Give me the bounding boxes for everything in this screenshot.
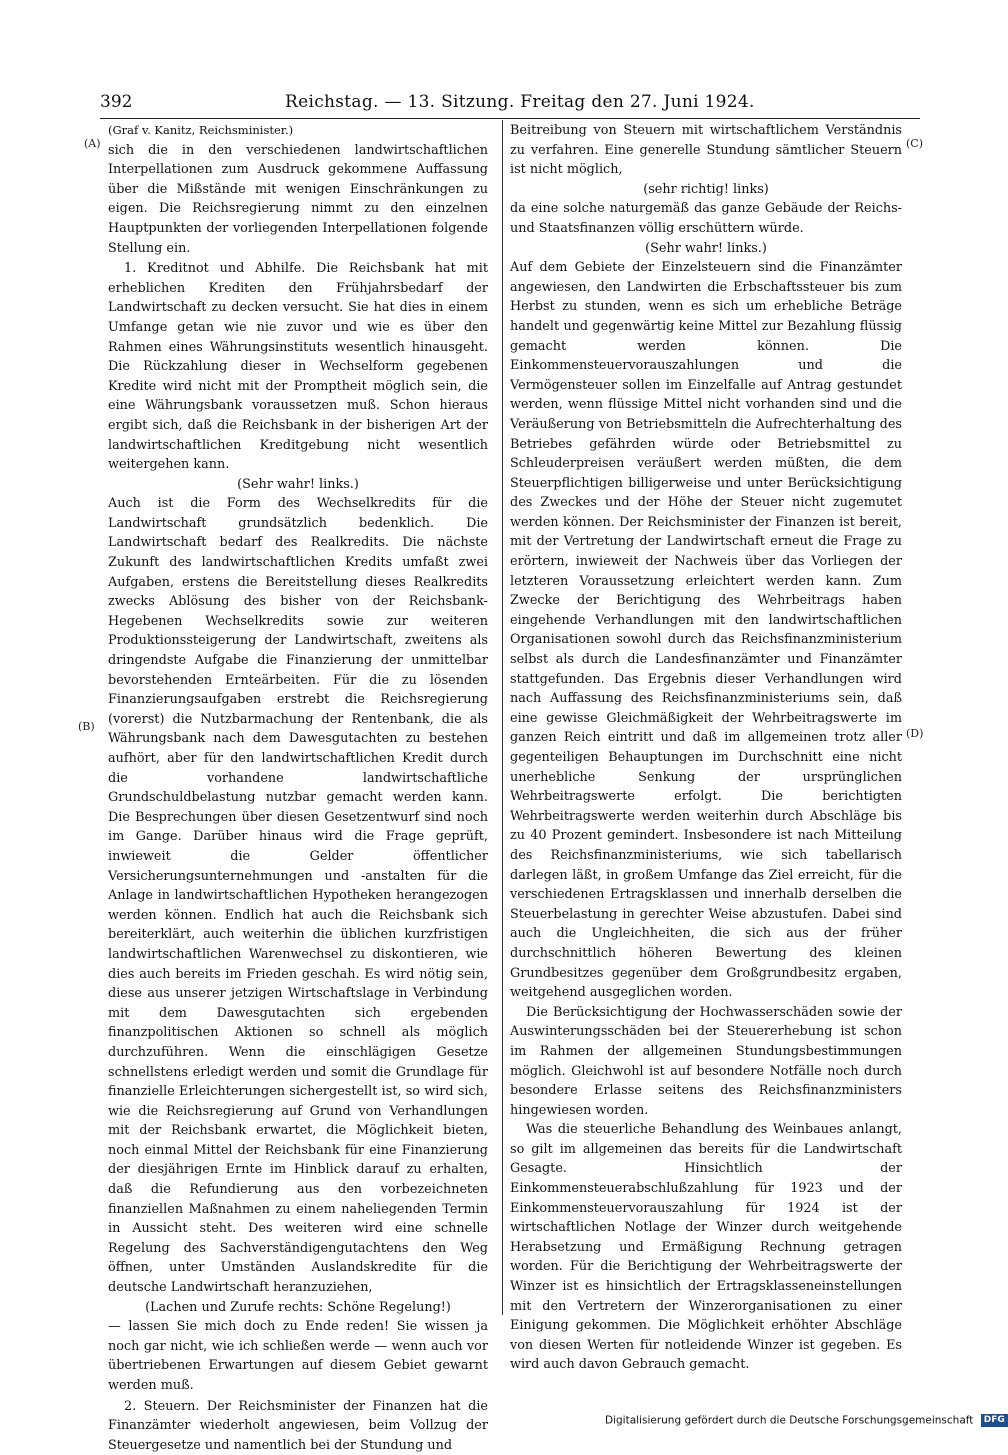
left-column bbox=[108, 121, 488, 1455]
paragraph-steuern: 2. Steuern. Der Reichsminister der Finanzen hat die Finanzämter wiederholt angewiesen, beim Vollzug der Steuergesetze und namentlich bei der Stundung und bbox=[108, 1398, 488, 1453]
margin-mark-c: (C) bbox=[906, 137, 923, 150]
paragraph: Die Berücksichtigung der Hochwasserschäden sowie der Auswinterungsschäden bei der Steuererhebung ist schon im Rahmen der allgemeinen Stundungsbestimmungen möglich. Gleichwohl ist auf besondere Notfälle noch durch besondere Erlasse seitens des Reichsfinanzministers hingewiesen worden. bbox=[510, 1004, 902, 1118]
dfg-logo-icon: DFG bbox=[981, 1414, 1008, 1427]
footer-text: Digitalisierung gefördert durch die Deutsche Forschungsgemeinschaft bbox=[605, 1414, 974, 1427]
interjection: (Sehr wahr! links.) bbox=[645, 240, 767, 256]
interjection: (Lachen und Zurufe rechts: Schöne Regelung!) bbox=[145, 1299, 451, 1315]
column-divider bbox=[502, 120, 503, 1315]
paragraph: da eine solche naturgemäß das ganze Gebäude der Reichs- und Staatsfinanzen völlig erschüttern würde. bbox=[510, 201, 902, 236]
paragraph: Auch ist die Form des Wechselkredits für die Landwirtschaft grundsätzlich bedenklich. Die Landwirtschaft bedarf des Realkredits. Die nächste Zukunft des landwirtschaftlichen Kredits umfaßt zwei Aufgaben, erstens die Bereitstellung dieses Realkredits zwecks Ablösung des bisher von der Reichsbank-Hegebenen Wechselkredits sowie zur weiteren Produktionssteigerung der Landwirtschaft, zweitens als dringendste Aufgabe die Finanzierung der unmittelbar bevorstehenden Ernteärbeiten. Für die zu lösenden Finanzierungsaufgaben erstrebt die Reichsregierung (vorerst) die Nutzbarmachung der Rentenbank, die als Währungsbank nach dem Dawesgutachten zu bestehen aufhört, aber für den landwirtschaftlichen Kredit durch die vorhandene landwirtschaftliche Grundschuldbelastung nutzbar gemacht werden kann. Die Besprechungen über diesen Gesetzentwurf sind noch im Gange. Darüber hinaus wird die Frage geprüft, inwieweit die Gelder öffentlicher Versicherungsunternehmungen und -anstalten für die Anlage in landwirtschaftlichen Hypotheken herangezogen werden können. Endlich hat auch die Reichsbank sich bereiterklärt, auch weiterhin die üblichen kurzfristigen landwirtschaftlichen Warenwechsel zu diskontieren, wie dies auch bereits im Frieden geschah. Es wird nötig sein, diese aus unserer jetzigen Wirtschaftslage in Verbindung mit dem Dawesgutachten sich ergebenden finanzpolitischen Aktionen so schnell als möglich durchzuführen. Wenn die einschlägigen Gesetze schnellstens erledigt werden und somit die Grundlage für finanzielle Erleichterungen sichergestellt ist, so wird sich, wie die Reichsregierung auf Grund von Verhandlungen mit der Reichsbank erwartet, die Möglichkeit bieten, noch einmal Mittel der Reichsbank für eine Finanzierung der diesjährigen Ernte im Hinblick darauf zu erhalten, daß die Refundierung aus den vorbezeichneten finanziellen Maßnahmen zu einem naheliegenden Termin in Aussicht steht. Des weiteren wird eine schnelle Regelung des Sachverständigengutachtens den Weg öffnen, unter Umständen Auslandskredite für die deutsche Landwirtschaft heranzuziehen, bbox=[108, 496, 488, 1296]
margin-mark-b: (B) bbox=[78, 720, 95, 733]
header-rule bbox=[100, 118, 920, 119]
paragraph-kreditnot: 1. Kreditnot und Abhilfe. Die Reichsbank hat mit erheblichen Krediten den Frühjahrsbedarf der Landwirtschaft zu decken versucht. Sie hat dies in einem Umfange getan wie nie zuvor und wie es über den Rahmen eines Währungsinstituts wesentlich hinausgeht. Die Rückzahlung dieser in Wechselform gegebenen Kredite wird nicht mit der Promptheit möglich sein, die eine Währungsbank voraussetzen muß. Schon hieraus ergibt sich, daß die Reichsbank in der bisherigen Art der landwirtschaftlichen Kreditgebung nicht wesentlich weitergehen kann. bbox=[108, 261, 488, 473]
paragraph: sich die in den verschiedenen landwirtschaftlichen Interpellationen zum Ausdruck gekommene Auffassung über die Mißstände mit wenigen Einschränkungen zu eigen. Die Reichsregierung nimmt zu den einzelnen Hauptpunkten der vorliegenden Interpellationen folgende Stellung ein. bbox=[108, 142, 488, 256]
paragraph: Auf dem Gebiete der Einzelsteuern sind die Finanzämter angewiesen, den Landwirten die Erbschaftssteuer bis zum Herbst zu stunden, wenn es sich um erhebliche Beträge handelt und gegenwärtig keine Mittel zur Bezahlung flüssig gemacht werden können. Die Einkommensteuervorauszahlungen und die Vermögensteuer sollen im Einzelfalle auf Antrag gestundet werden, wenn flüssige Mittel nicht vorhanden sind und die Veräußerung von Betriebsmitteln die Aufrechterhaltung des Betriebes gefährden würde oder Betriebsmittel zu Schleuderpreisen veräußert werden müßten, die dem Steuerpflichtigen billigerweise und unter Berücksichtigung des Zweckes und der Höhe der Steuer nicht zugemutet werden können. Der Reichsminister der Finanzen ist bereit, mit der Vertretung der Landwirtschaft erneut die Frage zu erörtern, inwieweit der Nachweis über das Vorliegen der letzteren Voraussetzung erleichtert werden kann. Zum Zwecke der Berichtigung des Wehrbeitrags haben eingehende Verhandlungen mit den landwirtschaftlichen Organisationen sowohl durch das Reichsfinanzministerium selbst als durch die Landesfinanzämter und Finanzämter stattgefunden. Das Ergebnis dieser Verhandlungen wird nach Auffassung des Reichsfinanzministeriums sein, daß eine gewisse Gleichmäßigkeit der Wehrbeitragswerte im ganzen Reich eintritt und daß im allgemeinen trotz aller gegenteiligen Behauptungen im Durchschnitt eine nicht unerhebliche Senkung der ursprünglichen Wehrbeitragswerte erfolgt. Die berichtigten Wehrbeitragswerte werden weiterhin durch Abschläge bis zu 40 Prozent gemindert. Insbesondere ist nach Mitteilung des Reichsfinanzministeriums, wie sich tabellarisch darlegen läßt, in großem Umfange das Ziel erreicht, für die verschiedenen Ertragsklassen und innerhalb derselben die Steuerbelastung in gerechter Weise abzustufen. Dabei sind auch die Ungleichheiten, die sich aus der früher durchschnittlich höheren Bewertung des kleinen Grundbesitzes gegenüber dem Großgrundbesitz ergaben, weitgehend ausgeglichen worden. bbox=[510, 260, 902, 1001]
running-head: Reichstag. — 13. Sitzung. Freitag den 27. Juni 1924. bbox=[285, 92, 755, 112]
page-header bbox=[100, 92, 920, 118]
paragraph: — lassen Sie mich doch zu Ende reden! Sie wissen ja noch gar nicht, wie ich schließen werde — wenn auch vor übertriebenen Erwartungen auf diesem Gebiet gewarnt werden muß. bbox=[108, 1319, 488, 1393]
margin-mark-a: (A) bbox=[84, 137, 101, 150]
interjection: (sehr richtig! links) bbox=[643, 181, 769, 197]
interjection: (Sehr wahr! links.) bbox=[237, 476, 359, 492]
speaker-line: (Graf v. Kanitz, Reichsminister.) bbox=[108, 123, 294, 137]
margin-mark-d: (D) bbox=[906, 727, 924, 740]
paragraph: Beitreibung von Steuern mit wirtschaftlichem Verständnis zu verfahren. Eine generelle Stundung sämtlicher Steuern ist nicht möglich, bbox=[510, 123, 902, 178]
digitization-footer bbox=[605, 1414, 1005, 1430]
paragraph: Was die steuerliche Behandlung des Weinbaues anlangt, so gilt im allgemeinen das bereits für die Landwirtschaft Gesagte. Hinsichtlich der Einkommensteuerabschlußzahlung für 1923 und der Einkommensteuervorauszahlung für 1924 ist der wirtschaftlichen Notlage der Winzer durch weitgehende Herabsetzung und Ermäßigung Rechnung getragen worden. Für die Berichtigung der Wehrbeitragswerte der Winzer ist es hinsichtlich der Ertragsklasseneinstellungen mit den Vertretern der Winzerorganisationen zu einer Einigung gekommen. Die Möglichkeit erhöhter Abschläge von diesen Werten für notleidende Winzer ist gegeben. Es wird auch davon Gebrauch gemacht. bbox=[510, 1122, 902, 1373]
right-column bbox=[510, 121, 902, 1375]
page-number: 392 bbox=[100, 92, 133, 112]
